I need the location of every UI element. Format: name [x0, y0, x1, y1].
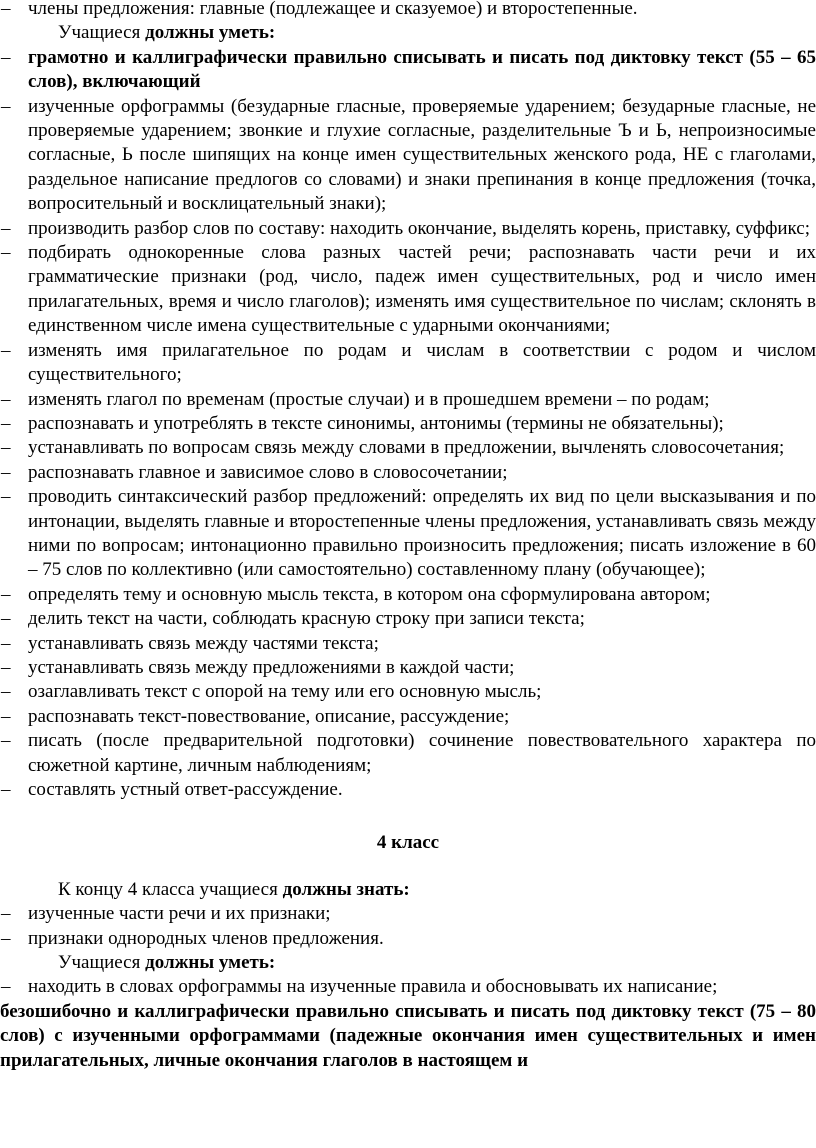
paragraph: [0, 1000, 816, 1073]
list-item-text: делить текст на части, соблюдать красную строку при записи текста;: [28, 608, 585, 630]
section-heading: 4 класс: [376, 832, 440, 854]
dash-bullet: –: [1, 46, 11, 68]
dash-bullet: –: [1, 242, 11, 264]
know-intro-lead: К концу 4 класса учащиеся: [58, 878, 283, 900]
list-item: [0, 241, 816, 339]
dash-bullet: –: [1, 339, 11, 361]
list-item: [0, 388, 816, 412]
skills-intro: [0, 21, 816, 45]
dash-bullet: –: [1, 927, 11, 949]
skills-intro-bold: должны уметь:: [145, 22, 276, 44]
dash-bullet: –: [1, 681, 11, 703]
list-item: [0, 412, 816, 436]
list-item: [0, 632, 816, 656]
list-item: [0, 461, 816, 485]
list-item: [0, 705, 816, 729]
dash-bullet: –: [1, 656, 11, 678]
list-item-text: распознавать текст-повествование, описание, рассуждение;: [28, 705, 510, 727]
dash-bullet: –: [1, 412, 11, 434]
dash-bullet: –: [1, 0, 11, 19]
dash-bullet: –: [1, 217, 11, 239]
list-item-text: изменять имя прилагательное по родам и числам в соответствии с родом и числом существительного;: [28, 339, 816, 386]
list-item: [0, 607, 816, 631]
list-item: [0, 778, 816, 802]
dash-bullet: –: [1, 705, 11, 727]
list-item: [0, 485, 816, 583]
dash-bullet: –: [1, 779, 11, 800]
list-item: [0, 927, 816, 951]
list-item: [0, 436, 816, 460]
list-item: [0, 46, 816, 95]
dash-bullet: –: [1, 486, 11, 508]
dash-bullet: –: [1, 976, 11, 998]
dash-bullet: –: [1, 583, 11, 605]
list-item-text: признаки однородных членов предложения.: [28, 927, 384, 949]
skills-intro-lead: Учащиеся: [58, 22, 146, 44]
dash-bullet: –: [1, 437, 11, 459]
list-item: [0, 583, 816, 607]
list-item-text: устанавливать связь между частями текста;: [28, 632, 379, 654]
know-list: [0, 902, 816, 951]
skills-list: [0, 95, 816, 803]
list-item-text: грамотно и каллиграфически правильно списывать и писать под диктовку текст (55 – 65 слов), включающий: [28, 46, 816, 93]
list-item-text: определять тему и основную мысль текста, в котором она сформулирована автором;: [28, 583, 711, 605]
list-item-text: изученные орфограммы (безударные гласные, проверяемые ударением; безударные гласные, не проверяемые ударением; звонкие и глухие согласные, разделительные Ъ и Ь, непроизносимые согласные, Ь после шипящих на конце имен существительных женского рода, НЕ с глаголами, раздельное написание предлогов со словами) и знаки препинания в конце предложения (точка, вопросительный и восклицательный знаки);: [28, 95, 816, 215]
dash-bullet: –: [1, 388, 11, 410]
list-item-text: составлять устный ответ-рассуждение.: [28, 779, 343, 800]
dash-bullet: –: [1, 461, 11, 483]
grade4-skills-intro: [0, 951, 816, 975]
list-item-text: писать (после предварительной подготовки) сочинение повествовательного характера по сюжетной картине, личным наблюдениям;: [28, 730, 816, 776]
know-intro: [0, 878, 816, 902]
list-item-text: производить разбор слов по составу: находить окончание, выделять корень, приставку, суффикс;: [28, 217, 811, 239]
dash-bullet: –: [1, 608, 11, 630]
grade4-skills-intro-lead: Учащиеся: [58, 952, 146, 974]
list-item-text: изменять глагол по временам (простые случаи) и в прошедшем времени – по родам;: [28, 388, 710, 410]
dash-bullet: –: [1, 730, 11, 752]
list-item: [0, 902, 816, 926]
dash-bullet: –: [1, 95, 11, 117]
list-item-text: распознавать главное и зависимое слово в словосочетании;: [28, 461, 508, 483]
paragraph-text: безошибочно и каллиграфически правильно списывать и писать под диктовку текст (75 – 80 слов) с изученными орфограммами (падежные окончания имен существительных и имен прилагательных, личные окончания глаголов в настоящем и: [0, 1000, 816, 1071]
list-item-text: находить в словах орфограммы на изученные правила и обосновывать их написание;: [28, 976, 718, 998]
grade4-skills-list: [0, 975, 816, 999]
dash-bullet: –: [1, 632, 11, 654]
dash-bullet: –: [1, 903, 11, 925]
list-item-text: изученные части речи и их признаки;: [28, 903, 331, 925]
list-item: [0, 217, 816, 241]
know-intro-bold: должны знать:: [282, 878, 410, 900]
list-item-text: устанавливать связь между предложениями в каждой части;: [28, 656, 515, 678]
list-item-text: распознавать и употреблять в тексте синонимы, антонимы (термины не обязательны);: [28, 412, 724, 434]
list-item: [0, 656, 816, 680]
list-item-text: члены предложения: главные (подлежащее и сказуемое) и второстепенные.: [28, 0, 638, 19]
list-item-text: озаглавливать текст с опорой на тему или его основную мысль;: [28, 681, 542, 703]
list-item: [0, 0, 816, 21]
list-item: [0, 339, 816, 388]
list-item-text: проводить синтаксический разбор предложений: определять их вид по цели высказывания и по интонации, выделять главные и второстепенные члены предложения, устанавливать связь между ними по вопросам; интонационно правильно произносить предложения; писать изложение в 60 – 75 слов по коллективно (или самостоятельно) составленному плану (обучающее);: [28, 486, 816, 581]
list-item: [0, 975, 816, 999]
list-item-text: устанавливать по вопросам связь между словами в предложении, вычленять словосочетания;: [28, 437, 785, 459]
list-item: [0, 729, 816, 778]
list-item-text: подбирать однокоренные слова разных частей речи; распознавать части речи и их грамматические признаки (род, число, падеж имен существительных, род и число имен прилагательных, время и число глаголов); изменять имя существительное по числам; склонять в единственном числе имена существительные с ударными окончаниями;: [28, 242, 816, 337]
list-item: [0, 95, 816, 217]
grade4-skills-intro-bold: должны уметь:: [145, 952, 276, 974]
list-item: [0, 680, 816, 704]
